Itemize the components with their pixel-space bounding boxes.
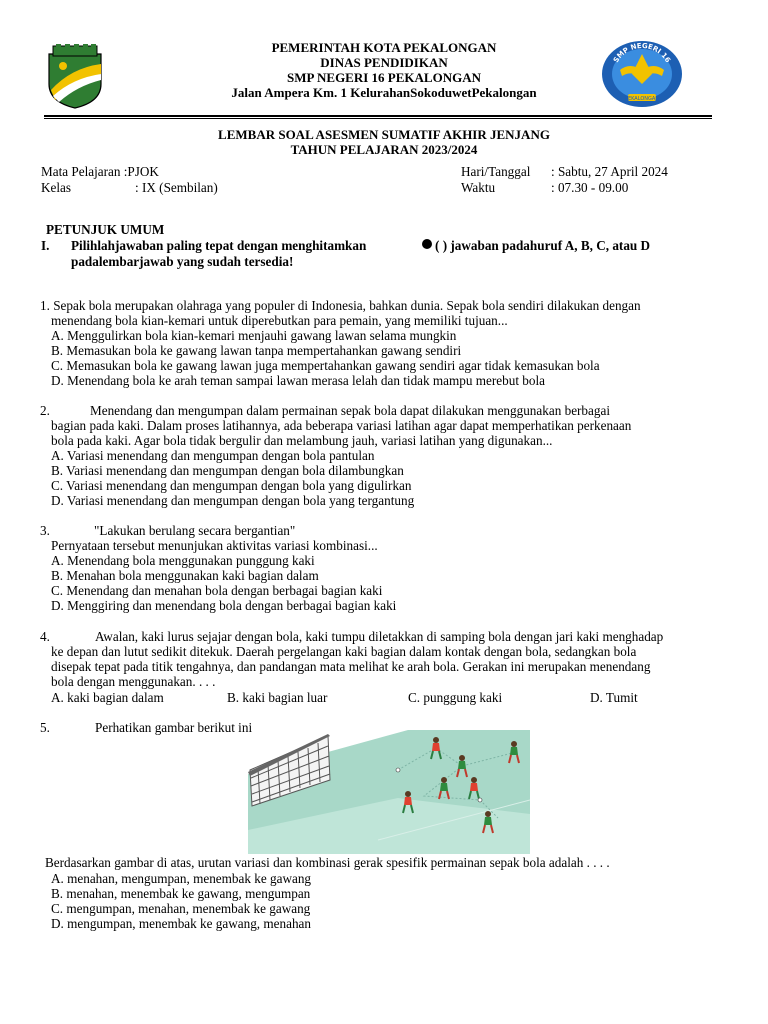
q2-number: 2.: [40, 403, 50, 418]
q4-option-a: A. kaki bagian dalam: [51, 690, 164, 705]
q4-stem-1: Awalan, kaki lurus sejajar dengan bola, kaki tumpu diletakkan di samping bola dengan jari kaki menghadap: [95, 629, 664, 644]
q4-stem-4: bola dengan menggunakan. . . .: [51, 674, 216, 689]
header-department: DINAS PENDIDIKAN: [320, 55, 448, 70]
q4-option-c: C. punggung kaki: [408, 690, 503, 705]
q5-option-b: B. menahan, menembak ke gawang, mengumpan: [51, 886, 311, 901]
instructions-text-a: Pilihlahjawaban paling tepat dengan menghitamkan: [71, 238, 367, 253]
class-value: : IX (Sembilan): [135, 180, 218, 195]
day-label: Hari/Tanggal: [461, 164, 531, 179]
subject-label: Mata Pelajaran :PJOK: [41, 164, 159, 179]
header-address: Jalan Ampera Km. 1 KelurahanSokoduwetPekalongan: [231, 85, 537, 100]
instructions-text-b: ( ) jawaban padahuruf A, B, C, atau D: [435, 238, 651, 253]
q2-option-c: C. Variasi menendang dan mengumpan dengan bola yang digulirkan: [51, 478, 412, 493]
q2-stem-1: Menendang dan mengumpan dalam permainan sepak bola dapat dilakukan menggunakan berbagai: [90, 403, 610, 418]
q1-stem-1: 1. Sepak bola merupakan olahraga yang populer di Indonesia, bahkan dunia. Sepak bola sendiri dilakukan dengan: [40, 298, 641, 313]
q4-stem-2: ke depan dan lutut sedikit ditekuk. Daerah pergelangan kaki bagian dalam kontak dengan bola, sedangkan bola: [51, 644, 637, 659]
exam-title: LEMBAR SOAL ASESMEN SUMATIF AKHIR JENJANG: [218, 127, 550, 142]
instructions-heading: PETUNJUK UMUM: [46, 222, 165, 237]
q1-option-d: D. Menendang bola ke arah teman sampai lawan merasa lelah dan tidak mampu merebut bola: [51, 373, 545, 388]
q3-option-c: C. Menendang dan menahan bola dengan berbagai bagian kaki: [51, 583, 383, 598]
q5-option-d: D. mengumpan, menembak ke gawang, menahan: [51, 916, 312, 931]
logo-top-text: SMP NEGERI 16: [612, 41, 672, 65]
q1-stem-2: menendang bola kian-kemari untuk diperebutkan para pemain, yang memiliki tujuan...: [51, 313, 508, 328]
class-label: Kelas: [41, 180, 72, 195]
q1-option-c: C. Memasukan bola ke gawang lawan juga mempertahankan gawang sendiri agar tidak kemasukan bola: [51, 358, 600, 373]
q1-option-a: A. Menggulirkan bola kian-kemari menjauhi gawang lawan selama mungkin: [51, 328, 457, 343]
instructions-text-c: padalembarjawab yang sudah tersedia!: [71, 254, 294, 269]
filled-circle-icon: [422, 239, 432, 249]
header-rule: [44, 115, 712, 117]
school-logo: [600, 40, 684, 108]
day-value: : Sabtu, 27 April 2024: [551, 164, 668, 179]
instructions-number: I.: [41, 238, 50, 253]
q4-option-d: D. Tumit: [590, 690, 638, 705]
soccer-drill-illustration: [248, 730, 530, 854]
q5-stem-1: Perhatikan gambar berikut ini: [95, 720, 253, 735]
time-label: Waktu: [461, 180, 496, 195]
q3-option-d: D. Menggiring dan menendang bola dengan berbagai bagian kaki: [51, 598, 397, 613]
q1-option-b: B. Memasukan bola ke gawang lawan tanpa mempertahankan gawang sendiri: [51, 343, 462, 358]
q2-stem-2: bagian pada kaki. Dalam proses latihannya, ada beberapa variasi latihan agar dapat memperhatikan perkenaan: [51, 418, 632, 433]
q3-option-a: A. Menendang bola menggunakan punggung kaki: [51, 553, 315, 568]
q3-stem-2: Pernyataan tersebut menunjukan aktivitas variasi kombinasi...: [51, 538, 378, 553]
q2-stem-3: bola pada kaki. Agar bola tidak bergulir dan melambung jauh, variasi latihan yang digunakan...: [51, 433, 553, 448]
q3-stem-1: "Lakukan berulang secara bergantian": [94, 523, 296, 538]
q5-option-a: A. menahan, mengumpan, menembak ke gawang: [51, 871, 312, 886]
header-rule-thin: [44, 118, 712, 119]
q4-number: 4.: [40, 629, 50, 644]
q4-stem-3: disepak tepat pada titik tengahnya, dan pandangan mata melihat ke arah bola. Gerakan ini merupakan menendang: [51, 659, 651, 674]
q5-number: 5.: [40, 720, 50, 735]
q3-option-b: B. Menahan bola menggunakan kaki bagian dalam: [51, 568, 319, 583]
time-value: : 07.30 - 09.00: [551, 180, 629, 195]
q3-number: 3.: [40, 523, 50, 538]
exam-year: TAHUN PELAJARAN 2023/2024: [290, 142, 478, 157]
q5-stem-2: Berdasarkan gambar di atas, urutan variasi dan kombinasi gerak spesifik permainan sepak bola adalah . . . .: [45, 855, 610, 870]
q2-option-b: B. Variasi menendang dan mengumpan dengan bola dilambungkan: [51, 463, 404, 478]
logo-bottom-text: PEKALONGAN: [624, 96, 660, 102]
header-government: PEMERINTAH KOTA PEKALONGAN: [271, 40, 497, 55]
q5-option-c: C. mengumpan, menahan, menembak ke gawang: [51, 901, 311, 916]
q2-option-d: D. Variasi menendang dan mengumpan dengan bola yang tergantung: [51, 493, 415, 508]
q2-option-a: A. Variasi menendang dan mengumpan dengan bola pantulan: [51, 448, 375, 463]
q4-option-b: B. kaki bagian luar: [227, 690, 328, 705]
header-school: SMP NEGERI 16 PEKALONGAN: [287, 70, 481, 85]
